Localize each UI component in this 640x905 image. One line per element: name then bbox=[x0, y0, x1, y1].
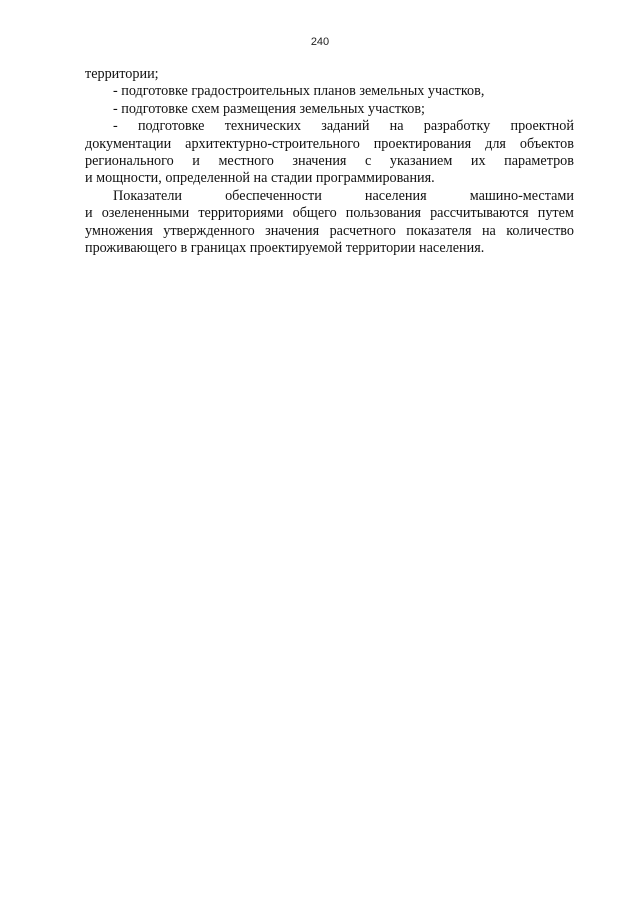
word: значения bbox=[265, 222, 320, 239]
word: указанием bbox=[389, 153, 453, 170]
word: умножения bbox=[85, 222, 153, 239]
text-line-territories: территории; bbox=[85, 66, 159, 82]
word: с bbox=[365, 153, 372, 170]
list-item-technical-tasks-line2 bbox=[85, 136, 574, 153]
word: озелененными bbox=[101, 205, 190, 222]
paragraph-indicators-line1 bbox=[85, 188, 574, 205]
word: общего bbox=[292, 205, 337, 222]
word: объектов bbox=[519, 135, 574, 152]
word: местного bbox=[218, 153, 274, 170]
word: параметров bbox=[504, 153, 574, 170]
word: и bbox=[192, 153, 200, 170]
word: значения bbox=[292, 153, 347, 170]
word: количество bbox=[506, 222, 574, 239]
word: и bbox=[85, 205, 93, 222]
list-item-land-schemes: - подготовке схем размещения земельных участков; bbox=[113, 100, 425, 117]
word: расчетного bbox=[329, 222, 396, 239]
page-number: 240 bbox=[310, 36, 330, 48]
word: на bbox=[389, 118, 404, 135]
word: документации bbox=[85, 135, 172, 152]
word: пользования bbox=[345, 205, 421, 222]
word: для bbox=[485, 135, 506, 152]
list-item-technical-tasks-line3 bbox=[85, 153, 574, 170]
word: заданий bbox=[321, 118, 370, 135]
paragraph-indicators-line4: проживающего в границах проектируемой территории населения. bbox=[85, 240, 485, 257]
word: регионального bbox=[85, 153, 174, 170]
word: разработку bbox=[423, 118, 491, 135]
word: показателя bbox=[406, 222, 472, 239]
list-item-technical-tasks-line1 bbox=[85, 118, 574, 135]
paragraph-indicators-line2 bbox=[85, 205, 574, 222]
word: - bbox=[113, 118, 118, 135]
word: проектной bbox=[510, 118, 574, 135]
word: обеспеченности bbox=[225, 187, 322, 204]
word: их bbox=[470, 153, 486, 170]
list-item-gpzu: - подготовке градостроительных планов земельных участков, bbox=[113, 83, 485, 100]
word: территориями bbox=[198, 205, 284, 222]
word: на bbox=[481, 222, 496, 239]
word: путем bbox=[537, 205, 574, 222]
word: технических bbox=[224, 118, 301, 135]
word: архитектурно-строительного bbox=[185, 135, 360, 152]
list-item-technical-tasks-line4: и мощности, определенной на стадии программирования. bbox=[85, 170, 435, 187]
word: утвержденного bbox=[163, 222, 255, 239]
word: Показатели bbox=[113, 187, 183, 204]
word: рассчитываются bbox=[430, 205, 529, 222]
word: подготовке bbox=[137, 118, 205, 135]
document-body bbox=[85, 66, 574, 257]
paragraph-indicators-line3 bbox=[85, 223, 574, 240]
word: проектирования bbox=[373, 135, 472, 152]
word: машино-местами bbox=[469, 187, 574, 204]
word: населения bbox=[364, 187, 427, 204]
